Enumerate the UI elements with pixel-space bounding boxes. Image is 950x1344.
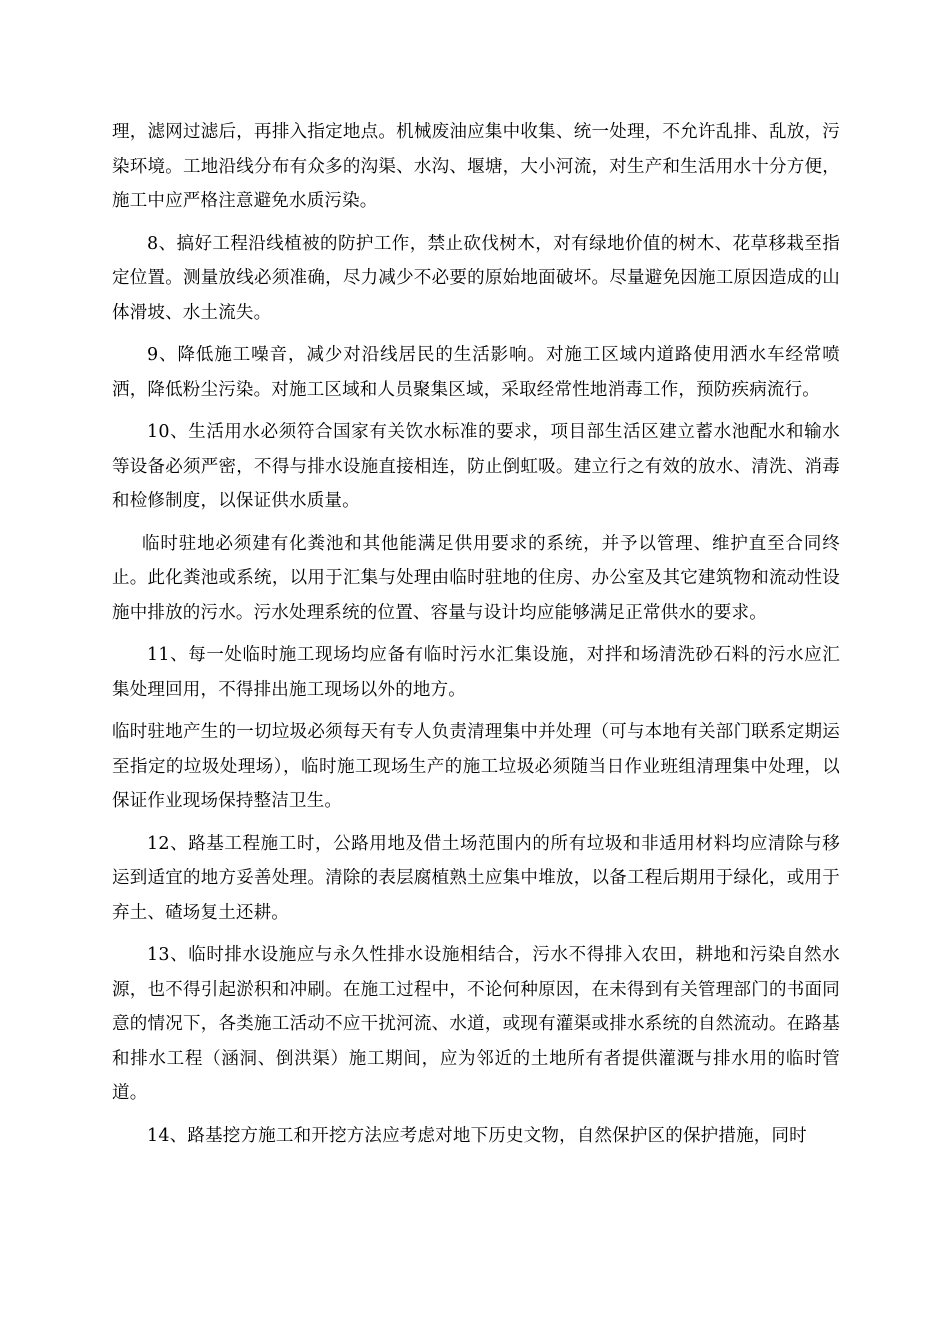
paragraph-item-12: 12、路基工程施工时，公路用地及借土场范围内的所有垃圾和非适用材料均应清除与移运到适宜的地方妥善处理。清除的表层腐植熟土应集中堆放，以备工程后期用于绿化，或用于弃土、碴场复土还耕。 — [112, 833, 840, 923]
document-body — [112, 115, 840, 1161]
paragraph-septic-system: 临时驻地必须建有化粪池和其他能满足供用要求的系统，并予以管理、维护直至合同终止。此化粪池或系统，以用于汇集与处理由临时驻地的住房、办公室及其它建筑物和流动性设施中排放的污水。污水处理系统的位置、容量与设计均应能够满足正常供水的要求。 — [112, 533, 840, 623]
paragraph-item-13: 13、临时排水设施应与永久性排水设施相结合，污水不得排入农田，耕地和污染自然水源，也不得引起淤积和冲刷。在施工过程中，不论何种原因，在未得到有关管理部门的书面同意的情况下，各类施工活动不应干扰河流、水道，或现有灌渠或排水系统的自然流动。在路基和排水工程（涵洞、倒洪渠）施工期间，应为邻近的土地所有者提供灌溉与排水用的临时管道。 — [112, 945, 840, 1103]
paragraph-item-9: 9、降低施工噪音，减少对沿线居民的生活影响。对施工区域内道路使用洒水车经常喷洒，降低粉尘污染。对施工区域和人员聚集区域，采取经常性地消毒工作，预防疾病流行。 — [112, 345, 840, 400]
paragraph-item-8: 8、搞好工程沿线植被的防护工作，禁止砍伐树木，对有绿地价值的树木、花草移栽至指定位置。测量放线必须准确，尽力减少不必要的原始地面破坏。尽量避免因施工原因造成的山体滑坡、水土流失。 — [112, 233, 840, 323]
paragraph-item-11: 11、每一处临时施工现场均应备有临时污水汇集设施，对拌和场清洗砂石料的污水应汇集处理回用，不得排出施工现场以外的地方。 — [112, 645, 840, 700]
paragraph-continuation: 理，滤网过滤后，再排入指定地点。机械废油应集中收集、统一处理，不允许乱排、乱放，污染环境。工地沿线分布有众多的沟渠、水沟、堰塘，大小河流，对生产和生活用水十分方便，施工中应严格注意避免水质污染。 — [112, 122, 840, 211]
paragraph-item-10: 10、生活用水必须符合国家有关饮水标准的要求，项目部生活区建立蓄水池配水和输水等设备必须严密，不得与排水设施直接相连，防止倒虹吸。建立行之有效的放水、清洗、消毒和检修制度，以保证供水质量。 — [112, 422, 840, 511]
paragraph-garbage-disposal: 临时驻地产生的一切垃圾必须每天有专人负责清理集中并处理（可与本地有关部门联系定期运至指定的垃圾处理场），临时施工现场生产的施工垃圾必须随当日作业班组清理集中处理，以保证作业现场保持整洁卫生。 — [112, 722, 840, 811]
paragraph-item-14: 14、路基挖方施工和开挖方法应考虑对地下历史文物，自然保护区的保护措施，同时 — [147, 1125, 807, 1146]
